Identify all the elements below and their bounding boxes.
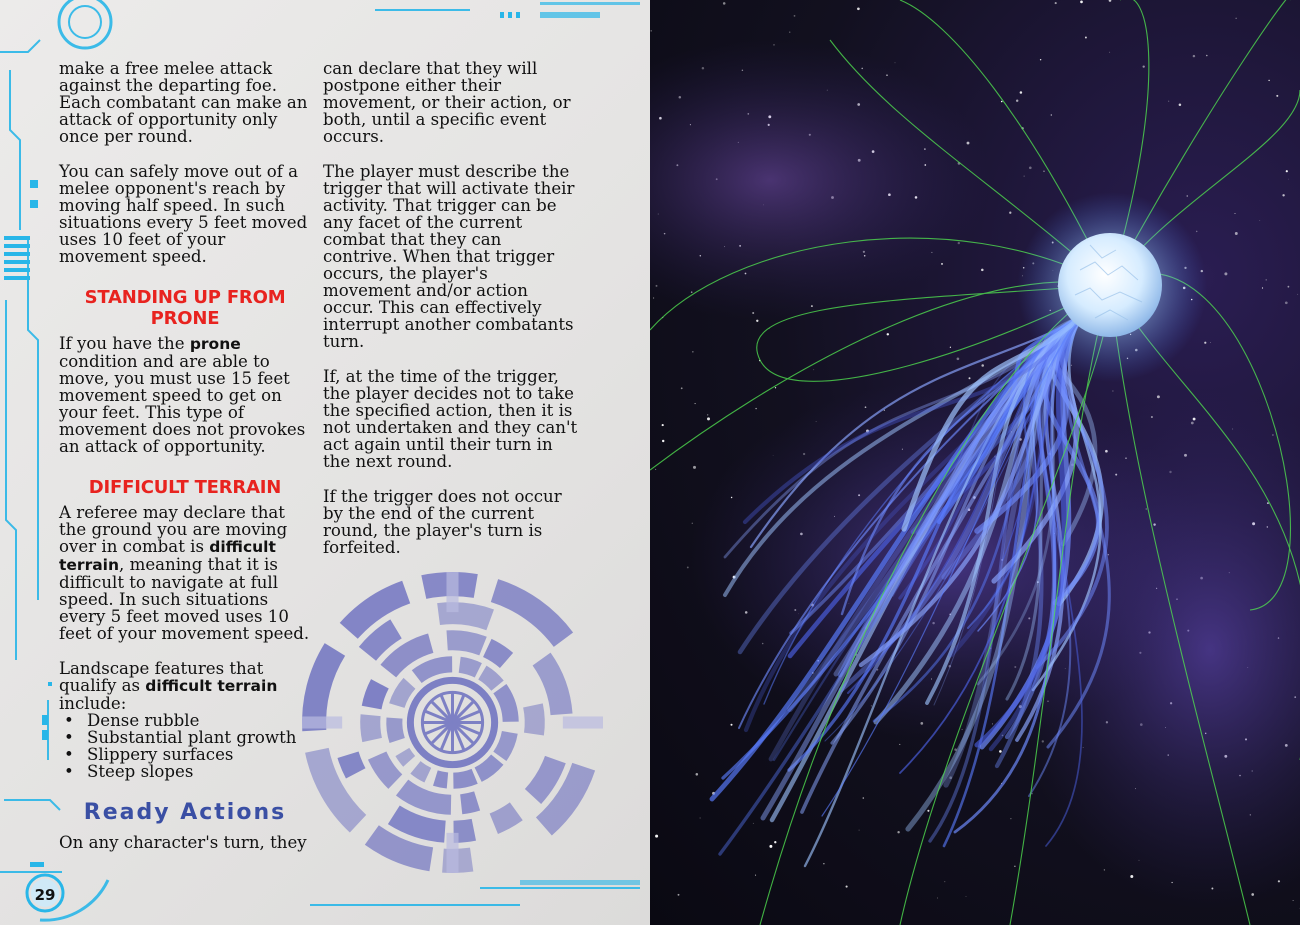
paragraph: On any character's turn, they [59,833,307,852]
paragraph: Landscape features that qualify as difficult terrain include: [59,659,278,713]
list-item: • Slippery surfaces [59,746,311,763]
paragraph: If the trigger does not occur by the end of the current round, the player's turn is forfeited. [323,487,562,557]
heading-difficult-terrain: DIFFICULT TERRAIN [88,477,282,498]
paragraph: If, at the time of the trigger, the player decides not to take the specified action, then it is not undertaken and they can't act again until their turn in the next round. [323,367,578,471]
magnetar-star-with-field-lines [650,0,1300,925]
heading-standing-up-from-prone: STANDING UP FROM PRONE [84,287,286,329]
paragraph: If you have the prone condition and are able to move, you must use 15 feet movement speed to get on your feet. This type of movement does not provokes an attack of opportunity. [59,334,306,456]
paragraph: The player must describe the trigger that will activate their activity. That trigger can be any facet of the current combat that they can contrive. When that trigger occurs, the player's movement and/or action occur. This can effectively interrupt another combatants turn. [323,162,575,351]
keyword-difficult-terrain: difficult terrain [145,677,278,695]
list-item: • Substantial plant growth [59,729,311,746]
terrain-feature-list [59,712,311,780]
keyword-difficult-terrain: difficult terrain [59,538,276,574]
text-column-2 [323,60,578,574]
right-page-illustration [650,0,1300,925]
keyword-prone: prone [189,335,241,353]
paragraph: can declare that they will postpone either their movement, or their action, or both, until a specific event occurs. [323,59,571,146]
list-item: • Steep slopes [59,763,311,780]
paragraph: make a free melee attack against the departing foe. Each combatant can make an attack of opportunity only once per round. [59,59,308,146]
circular-tech-graphic [295,565,610,880]
paragraph: You can safely move out of a melee opponent's reach by moving half speed. In such situations every 5 feet moved uses 10 feet of your movement speed. [59,162,308,266]
star-icon [1058,233,1162,337]
page-number: 29 [34,886,56,904]
paragraph: A referee may declare that the ground you are moving over in combat is difficult terrain, meaning that it is difficult to navigate at full speed. In such situations every 5 feet moved uses 10 feet of your movement speed. [59,503,310,643]
section-title-ready-actions: Ready Actions [83,800,287,825]
list-item: • Dense rubble [59,712,311,729]
text-column-1 [59,60,311,869]
